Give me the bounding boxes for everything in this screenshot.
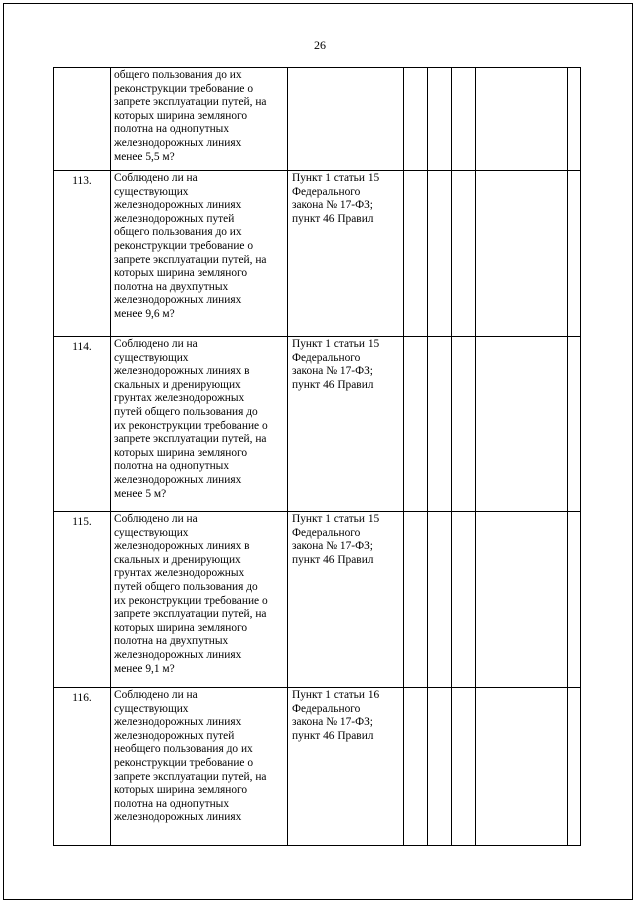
table-row — [54, 512, 581, 688]
question-cell: Соблюдено ли на существующих железнодорожных линиях в скальных и дренирующих грунтах железнодорожных путей общего пользования до их реконструкции требование о запрете эксплуатации путей, на которых ширина земляного полотна на однопутных железнодорожных линиях менее 5 м? — [111, 337, 288, 512]
row-number: 114. — [54, 337, 111, 512]
answer-na-cell — [452, 512, 476, 688]
table-row — [54, 171, 581, 337]
legal-reference-cell — [288, 68, 404, 171]
table-row — [54, 337, 581, 512]
notes-cell — [476, 512, 568, 688]
answer-no-cell — [428, 688, 452, 846]
extra-cell — [568, 68, 581, 171]
notes-cell — [476, 337, 568, 512]
extra-cell — [568, 688, 581, 846]
answer-yes-cell — [404, 337, 428, 512]
extra-cell — [568, 337, 581, 512]
legal-reference-cell: Пункт 1 статьи 16 Федерального закона № 17-ФЗ; пункт 46 Правил — [288, 688, 404, 846]
answer-no-cell — [428, 337, 452, 512]
answer-na-cell — [452, 688, 476, 846]
row-number: 116. — [54, 688, 111, 846]
legal-reference-cell: Пункт 1 статьи 15 Федерального закона № 17-ФЗ; пункт 46 Правил — [288, 337, 404, 512]
question-cell: общего пользования до их реконструкции требование о запрете эксплуатации путей, на которых ширина земляного полотна на однопутных железнодорожных линиях менее 5,5 м? — [111, 68, 288, 171]
notes-cell — [476, 171, 568, 337]
answer-yes-cell — [404, 688, 428, 846]
answer-na-cell — [452, 337, 476, 512]
row-number: 115. — [54, 512, 111, 688]
answer-no-cell — [428, 512, 452, 688]
notes-cell — [476, 68, 568, 171]
extra-cell — [568, 512, 581, 688]
notes-cell — [476, 688, 568, 846]
answer-no-cell — [428, 68, 452, 171]
table-row — [54, 68, 581, 171]
answer-yes-cell — [404, 512, 428, 688]
question-cell: Соблюдено ли на существующих железнодорожных линиях в скальных и дренирующих грунтах железнодорожных путей общего пользования до их реконструкции требование о запрете эксплуатации путей, на которых ширина земляного полотна на двухпутных железнодорожных линиях менее 9,1 м? — [111, 512, 288, 688]
answer-yes-cell — [404, 68, 428, 171]
answer-yes-cell — [404, 171, 428, 337]
row-number: 113. — [54, 171, 111, 337]
row-number — [54, 68, 111, 171]
table-row — [54, 688, 581, 846]
extra-cell — [568, 171, 581, 337]
answer-na-cell — [452, 171, 476, 337]
answer-na-cell — [452, 68, 476, 171]
question-cell: Соблюдено ли на существующих железнодорожных линиях железнодорожных путей общего пользования до их реконструкции требование о запрете эксплуатации путей, на которых ширина земляного полотна на двухпутных железнодорожных линиях менее 9,6 м? — [111, 171, 288, 337]
page-number: 26 — [314, 38, 326, 52]
answer-no-cell — [428, 171, 452, 337]
legal-reference-cell: Пункт 1 статьи 15 Федерального закона № 17-ФЗ; пункт 46 Правил — [288, 512, 404, 688]
legal-reference-cell: Пункт 1 статьи 15 Федерального закона № 17-ФЗ; пункт 46 Правил — [288, 171, 404, 337]
checklist-table — [53, 67, 581, 846]
question-cell: Соблюдено ли на существующих железнодорожных линиях железнодорожных путей необщего пользования до их реконструкции требование о запрете эксплуатации путей, на которых ширина земляного полотна на однопутных железнодорожных линиях — [111, 688, 288, 846]
